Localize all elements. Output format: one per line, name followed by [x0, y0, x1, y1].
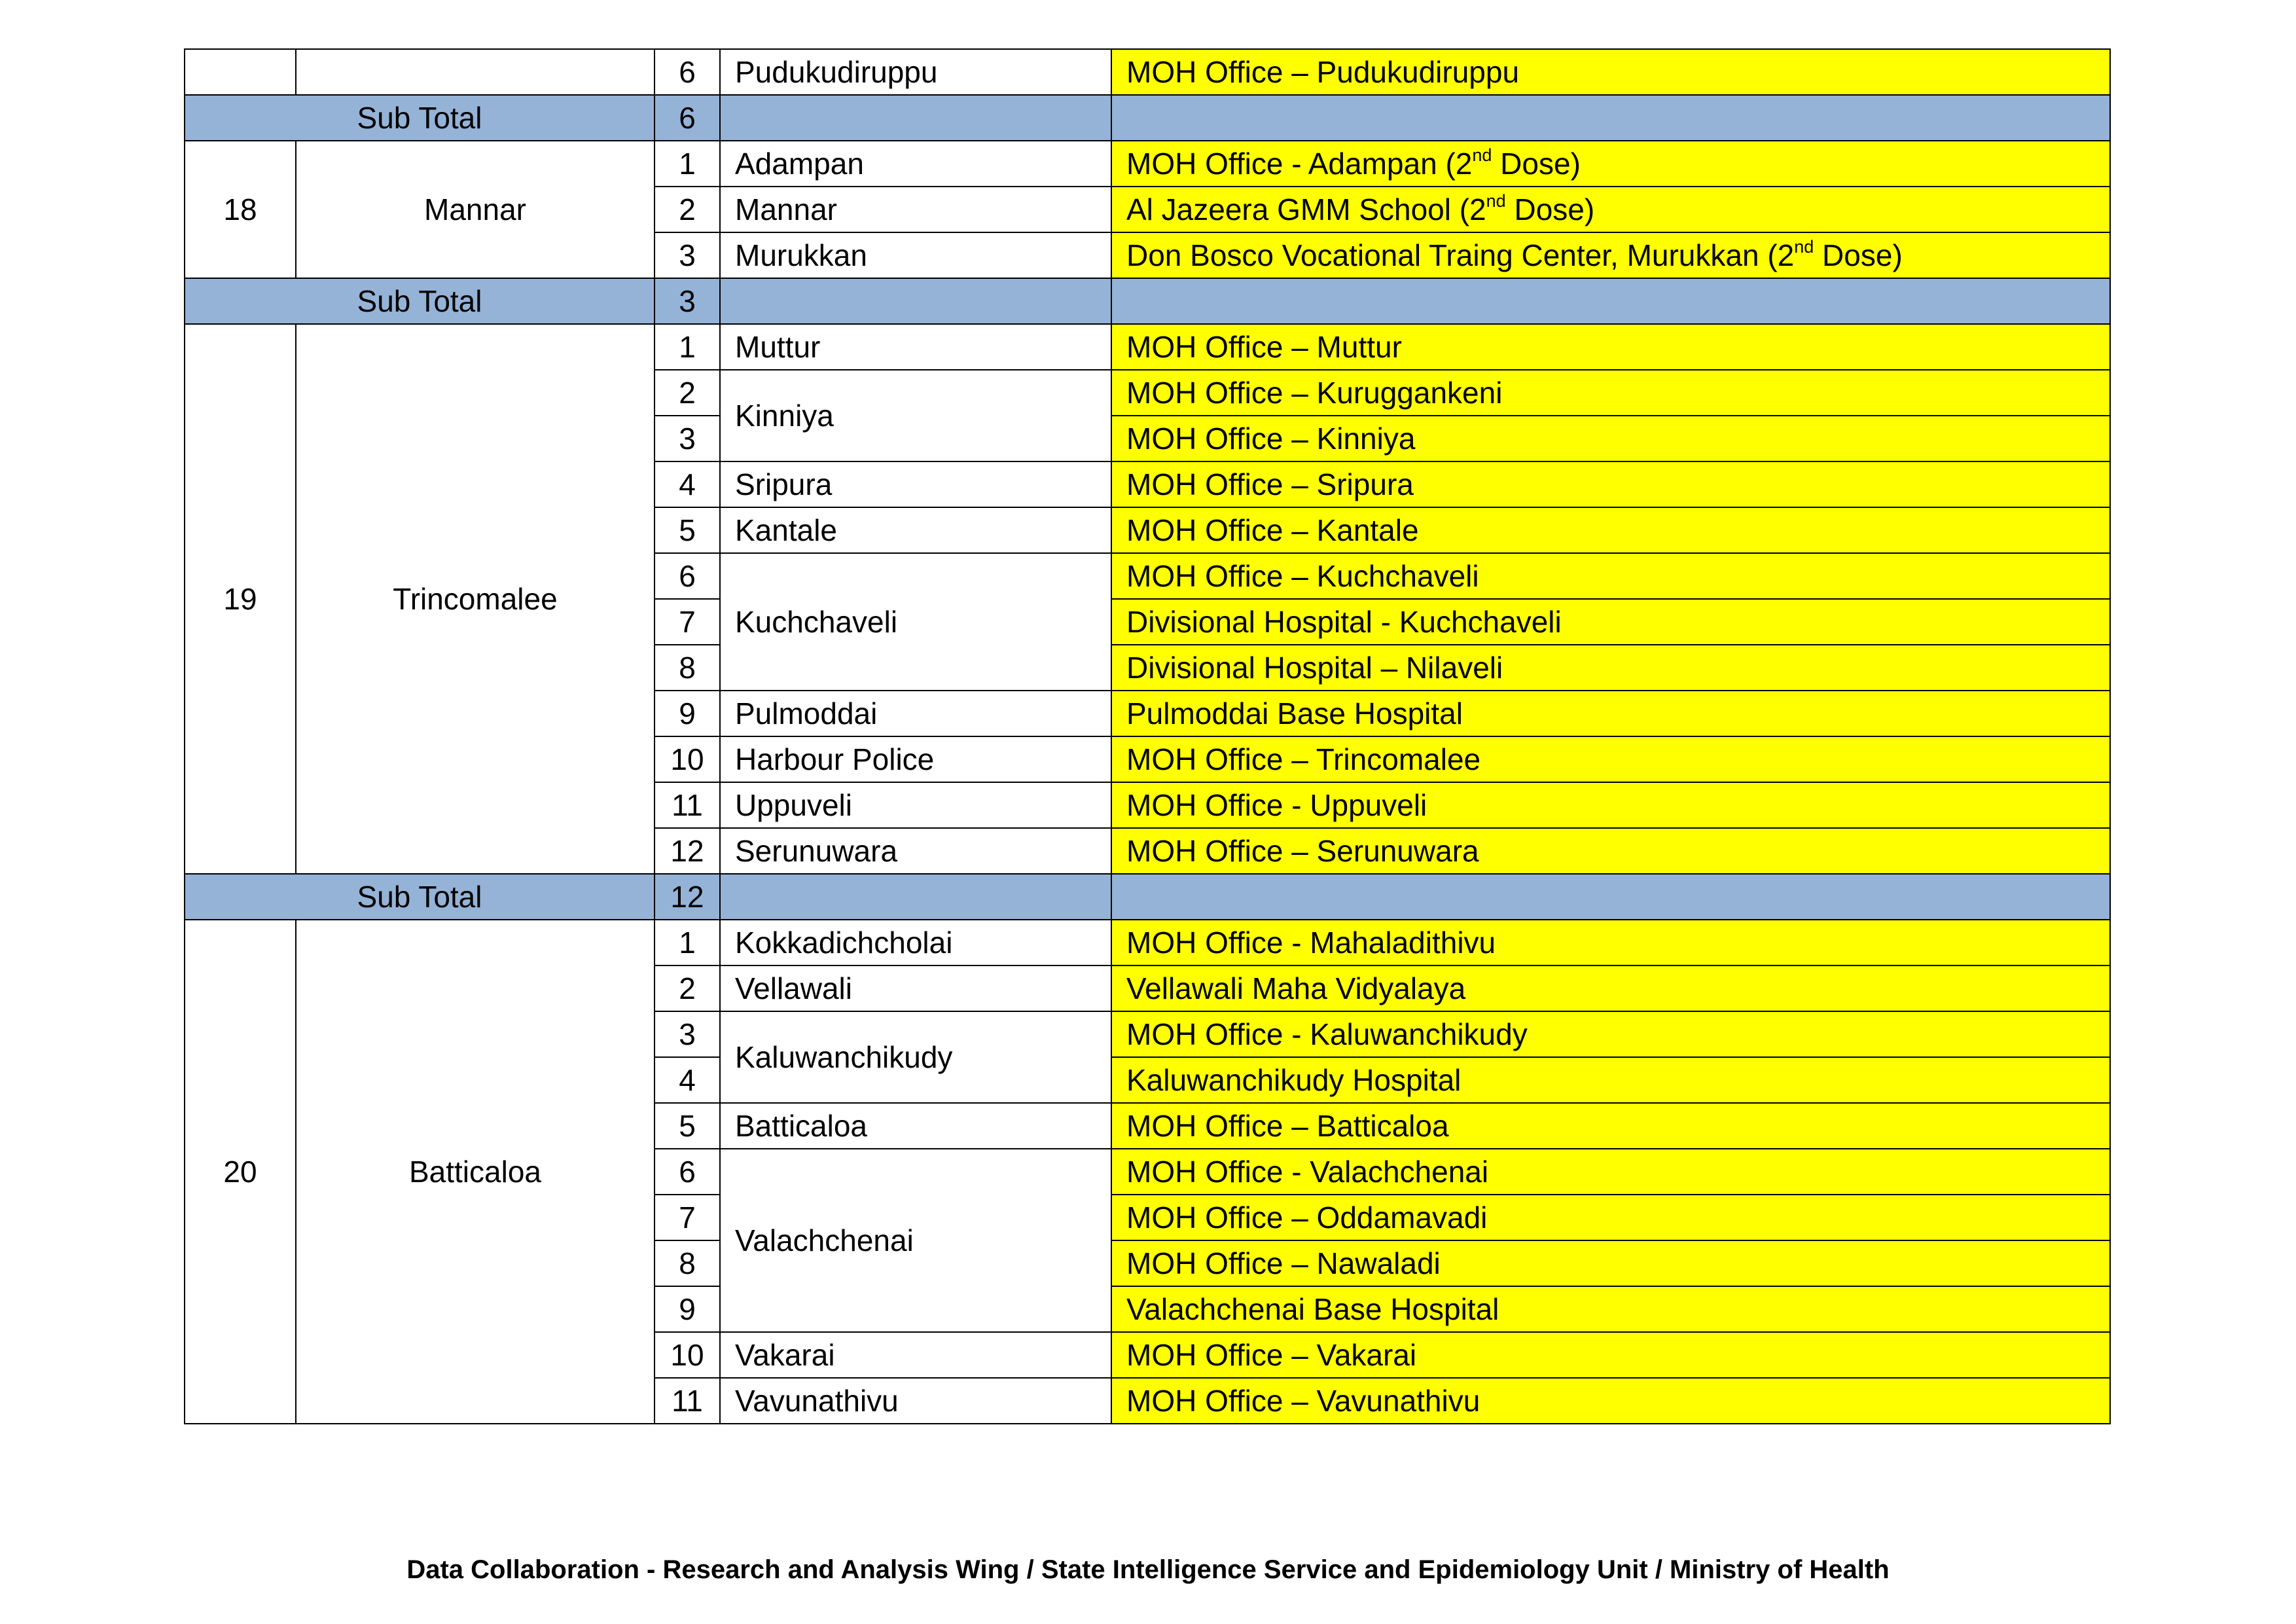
district-name-cell: Mannar [296, 141, 655, 278]
row-index-cell: 5 [655, 507, 720, 553]
vaccination-center-name: Don Bosco Vocational Traing Center, Murukkan (2 [1126, 238, 1795, 272]
vaccination-center-cell [1111, 461, 2110, 507]
moh-area-cell: Murukkan [720, 232, 1111, 278]
moh-area-cell: Kokkadichcholai [720, 920, 1111, 965]
subtotal-label: Sub Total [185, 278, 655, 324]
vaccination-center-cell [1111, 1195, 2110, 1240]
row-index-cell: 4 [655, 461, 720, 507]
subtotal-value: 3 [655, 278, 720, 324]
moh-area-cell: Valachchenai [720, 1149, 1111, 1332]
vaccination-center-name: Vellawali Maha Vidyalaya [1126, 971, 1466, 1005]
vaccination-center-cell [1111, 1378, 2110, 1424]
subtotal-label: Sub Total [185, 874, 655, 920]
vaccination-center-name: MOH Office – Serunuwara [1126, 834, 1479, 868]
row-index-cell: 2 [655, 370, 720, 416]
vaccination-center-cell [1111, 599, 2110, 645]
vaccination-center-cell [1111, 645, 2110, 691]
vaccination-center-cell [1111, 828, 2110, 874]
subtotal-label: Sub Total [185, 95, 655, 141]
vaccination-center-cell [1111, 782, 2110, 828]
moh-area-cell: Batticaloa [720, 1103, 1111, 1149]
district-number-cell: 19 [185, 324, 296, 874]
vaccination-center-name: MOH Office – Kinniya [1126, 422, 1416, 456]
vaccination-center-name: MOH Office – Muttur [1126, 330, 1402, 364]
district-name-cell: Batticaloa [296, 920, 655, 1424]
row-index-cell: 5 [655, 1103, 720, 1149]
row-index-cell: 8 [655, 645, 720, 691]
ordinal-suffix: nd [1486, 191, 1506, 211]
vaccination-center-name: MOH Office – Trincomalee [1126, 742, 1481, 776]
subtotal-row [185, 278, 2110, 324]
moh-area-cell: Kantale [720, 507, 1111, 553]
moh-area-cell: Sripura [720, 461, 1111, 507]
ordinal-suffix: nd [1794, 237, 1814, 257]
row-index-cell: 1 [655, 920, 720, 965]
district-number-cell: 20 [185, 920, 296, 1424]
row-index-cell: 10 [655, 736, 720, 782]
vaccination-centers-table [184, 48, 2111, 1424]
moh-area-cell: Mannar [720, 187, 1111, 232]
vaccination-center-name: MOH Office – Kuruggankeni [1126, 376, 1503, 410]
subtotal-blank-cell [720, 278, 1111, 324]
subtotal-row [185, 95, 2110, 141]
dose-label: Dose) [1492, 147, 1581, 181]
vaccination-center-name: Divisional Hospital - Kuchchaveli [1126, 605, 1562, 639]
vaccination-center-cell [1111, 1103, 2110, 1149]
row-index-cell: 9 [655, 1286, 720, 1332]
table-row [185, 49, 2110, 95]
moh-area-cell: Uppuveli [720, 782, 1111, 828]
vaccination-center-cell [1111, 370, 2110, 416]
vaccination-center-cell [1111, 965, 2110, 1011]
row-index-cell: 3 [655, 1011, 720, 1057]
vaccination-center-name: MOH Office - Uppuveli [1126, 788, 1427, 822]
moh-area-cell: Kuchchaveli [720, 553, 1111, 691]
vaccination-center-name: MOH Office - Valachchenai [1126, 1155, 1489, 1189]
row-index-cell: 4 [655, 1057, 720, 1103]
vaccination-center-name: Divisional Hospital – Nilaveli [1126, 651, 1503, 685]
vaccination-center-name: Al Jazeera GMM School (2 [1126, 192, 1486, 226]
vaccination-center-cell [1111, 49, 2110, 95]
row-index-cell: 3 [655, 232, 720, 278]
moh-area-cell: Kaluwanchikudy [720, 1011, 1111, 1103]
district-number-cell: 18 [185, 141, 296, 278]
moh-area-cell: Kinniya [720, 370, 1111, 461]
vaccination-center-name: Valachchenai Base Hospital [1126, 1292, 1499, 1326]
subtotal-row [185, 874, 2110, 920]
row-index-cell: 9 [655, 691, 720, 736]
vaccination-center-cell [1111, 1149, 2110, 1195]
moh-area-cell: Pudukudiruppu [720, 49, 1111, 95]
vaccination-center-name: MOH Office – Kantale [1126, 513, 1419, 547]
district-name-cell: Trincomalee [296, 324, 655, 874]
vaccination-center-cell [1111, 1286, 2110, 1332]
subtotal-blank-cell [1111, 874, 2110, 920]
vaccination-center-cell [1111, 736, 2110, 782]
table-row [185, 324, 2110, 370]
subtotal-blank-cell [1111, 278, 2110, 324]
row-index-cell: 7 [655, 599, 720, 645]
subtotal-blank-cell [720, 874, 1111, 920]
vaccination-center-cell [1111, 324, 2110, 370]
moh-area-cell: Vavunathivu [720, 1378, 1111, 1424]
table-row [185, 920, 2110, 965]
vaccination-center-name: MOH Office – Vavunathivu [1126, 1384, 1480, 1418]
moh-area-cell: Vakarai [720, 1332, 1111, 1378]
row-index-cell: 10 [655, 1332, 720, 1378]
row-index-cell: 12 [655, 828, 720, 874]
table-row [185, 141, 2110, 187]
vaccination-center-name: MOH Office – Nawaladi [1126, 1246, 1441, 1280]
vaccination-center-name: Pulmoddai Base Hospital [1126, 696, 1463, 731]
moh-area-cell: Pulmoddai [720, 691, 1111, 736]
row-index-cell: 2 [655, 965, 720, 1011]
vaccination-center-name: MOH Office – Batticaloa [1126, 1109, 1449, 1143]
subtotal-value: 12 [655, 874, 720, 920]
subtotal-blank-cell [720, 95, 1111, 141]
row-index-cell: 11 [655, 1378, 720, 1424]
vaccination-center-name: Kaluwanchikudy Hospital [1126, 1063, 1462, 1097]
vaccination-center-name: MOH Office - Mahaladithivu [1126, 926, 1496, 960]
moh-area-cell: Muttur [720, 324, 1111, 370]
vaccination-center-cell [1111, 691, 2110, 736]
vaccination-center-cell [1111, 1057, 2110, 1103]
row-index-cell: 1 [655, 324, 720, 370]
moh-area-cell: Harbour Police [720, 736, 1111, 782]
vaccination-center-cell [1111, 553, 2110, 599]
vaccination-center-name: MOH Office – Sripura [1126, 467, 1414, 501]
district-name-cell [296, 49, 655, 95]
row-index-cell: 1 [655, 141, 720, 187]
ordinal-suffix: nd [1472, 145, 1492, 165]
vaccination-center-name: MOH Office – Vakarai [1126, 1338, 1417, 1372]
row-index-cell: 6 [655, 1149, 720, 1195]
vaccination-center-name: MOH Office - Kaluwanchikudy [1126, 1017, 1528, 1051]
vaccination-center-cell [1111, 507, 2110, 553]
moh-area-cell: Serunuwara [720, 828, 1111, 874]
row-index-cell: 7 [655, 1195, 720, 1240]
subtotal-value: 6 [655, 95, 720, 141]
moh-area-cell: Vellawali [720, 965, 1111, 1011]
table-body [185, 49, 2110, 1424]
moh-area-cell: Adampan [720, 141, 1111, 187]
vaccination-center-cell [1111, 416, 2110, 461]
vaccination-center-cell [1111, 141, 2110, 187]
vaccination-center-name: MOH Office – Kuchchaveli [1126, 559, 1479, 593]
vaccination-center-name: MOH Office – Oddamavadi [1126, 1200, 1488, 1235]
dose-label: Dose) [1814, 238, 1903, 272]
row-index-cell: 11 [655, 782, 720, 828]
vaccination-center-name: MOH Office – Pudukudiruppu [1126, 55, 1520, 89]
row-index-cell: 6 [655, 49, 720, 95]
footer-credit: Data Collaboration - Research and Analysis Wing / State Intelligence Service and Epidemiology Unit / Ministry of Health [406, 1555, 1890, 1584]
district-number-cell [185, 49, 296, 95]
vaccination-center-cell [1111, 1011, 2110, 1057]
vaccination-center-name: MOH Office - Adampan (2 [1126, 147, 1473, 181]
row-index-cell: 2 [655, 187, 720, 232]
dose-label: Dose) [1505, 192, 1595, 226]
vaccination-center-cell [1111, 187, 2110, 232]
vaccination-center-cell [1111, 232, 2110, 278]
row-index-cell: 6 [655, 553, 720, 599]
row-index-cell: 3 [655, 416, 720, 461]
row-index-cell: 8 [655, 1240, 720, 1286]
vaccination-center-cell [1111, 920, 2110, 965]
vaccination-center-cell [1111, 1332, 2110, 1378]
subtotal-blank-cell [1111, 95, 2110, 141]
vaccination-center-cell [1111, 1240, 2110, 1286]
